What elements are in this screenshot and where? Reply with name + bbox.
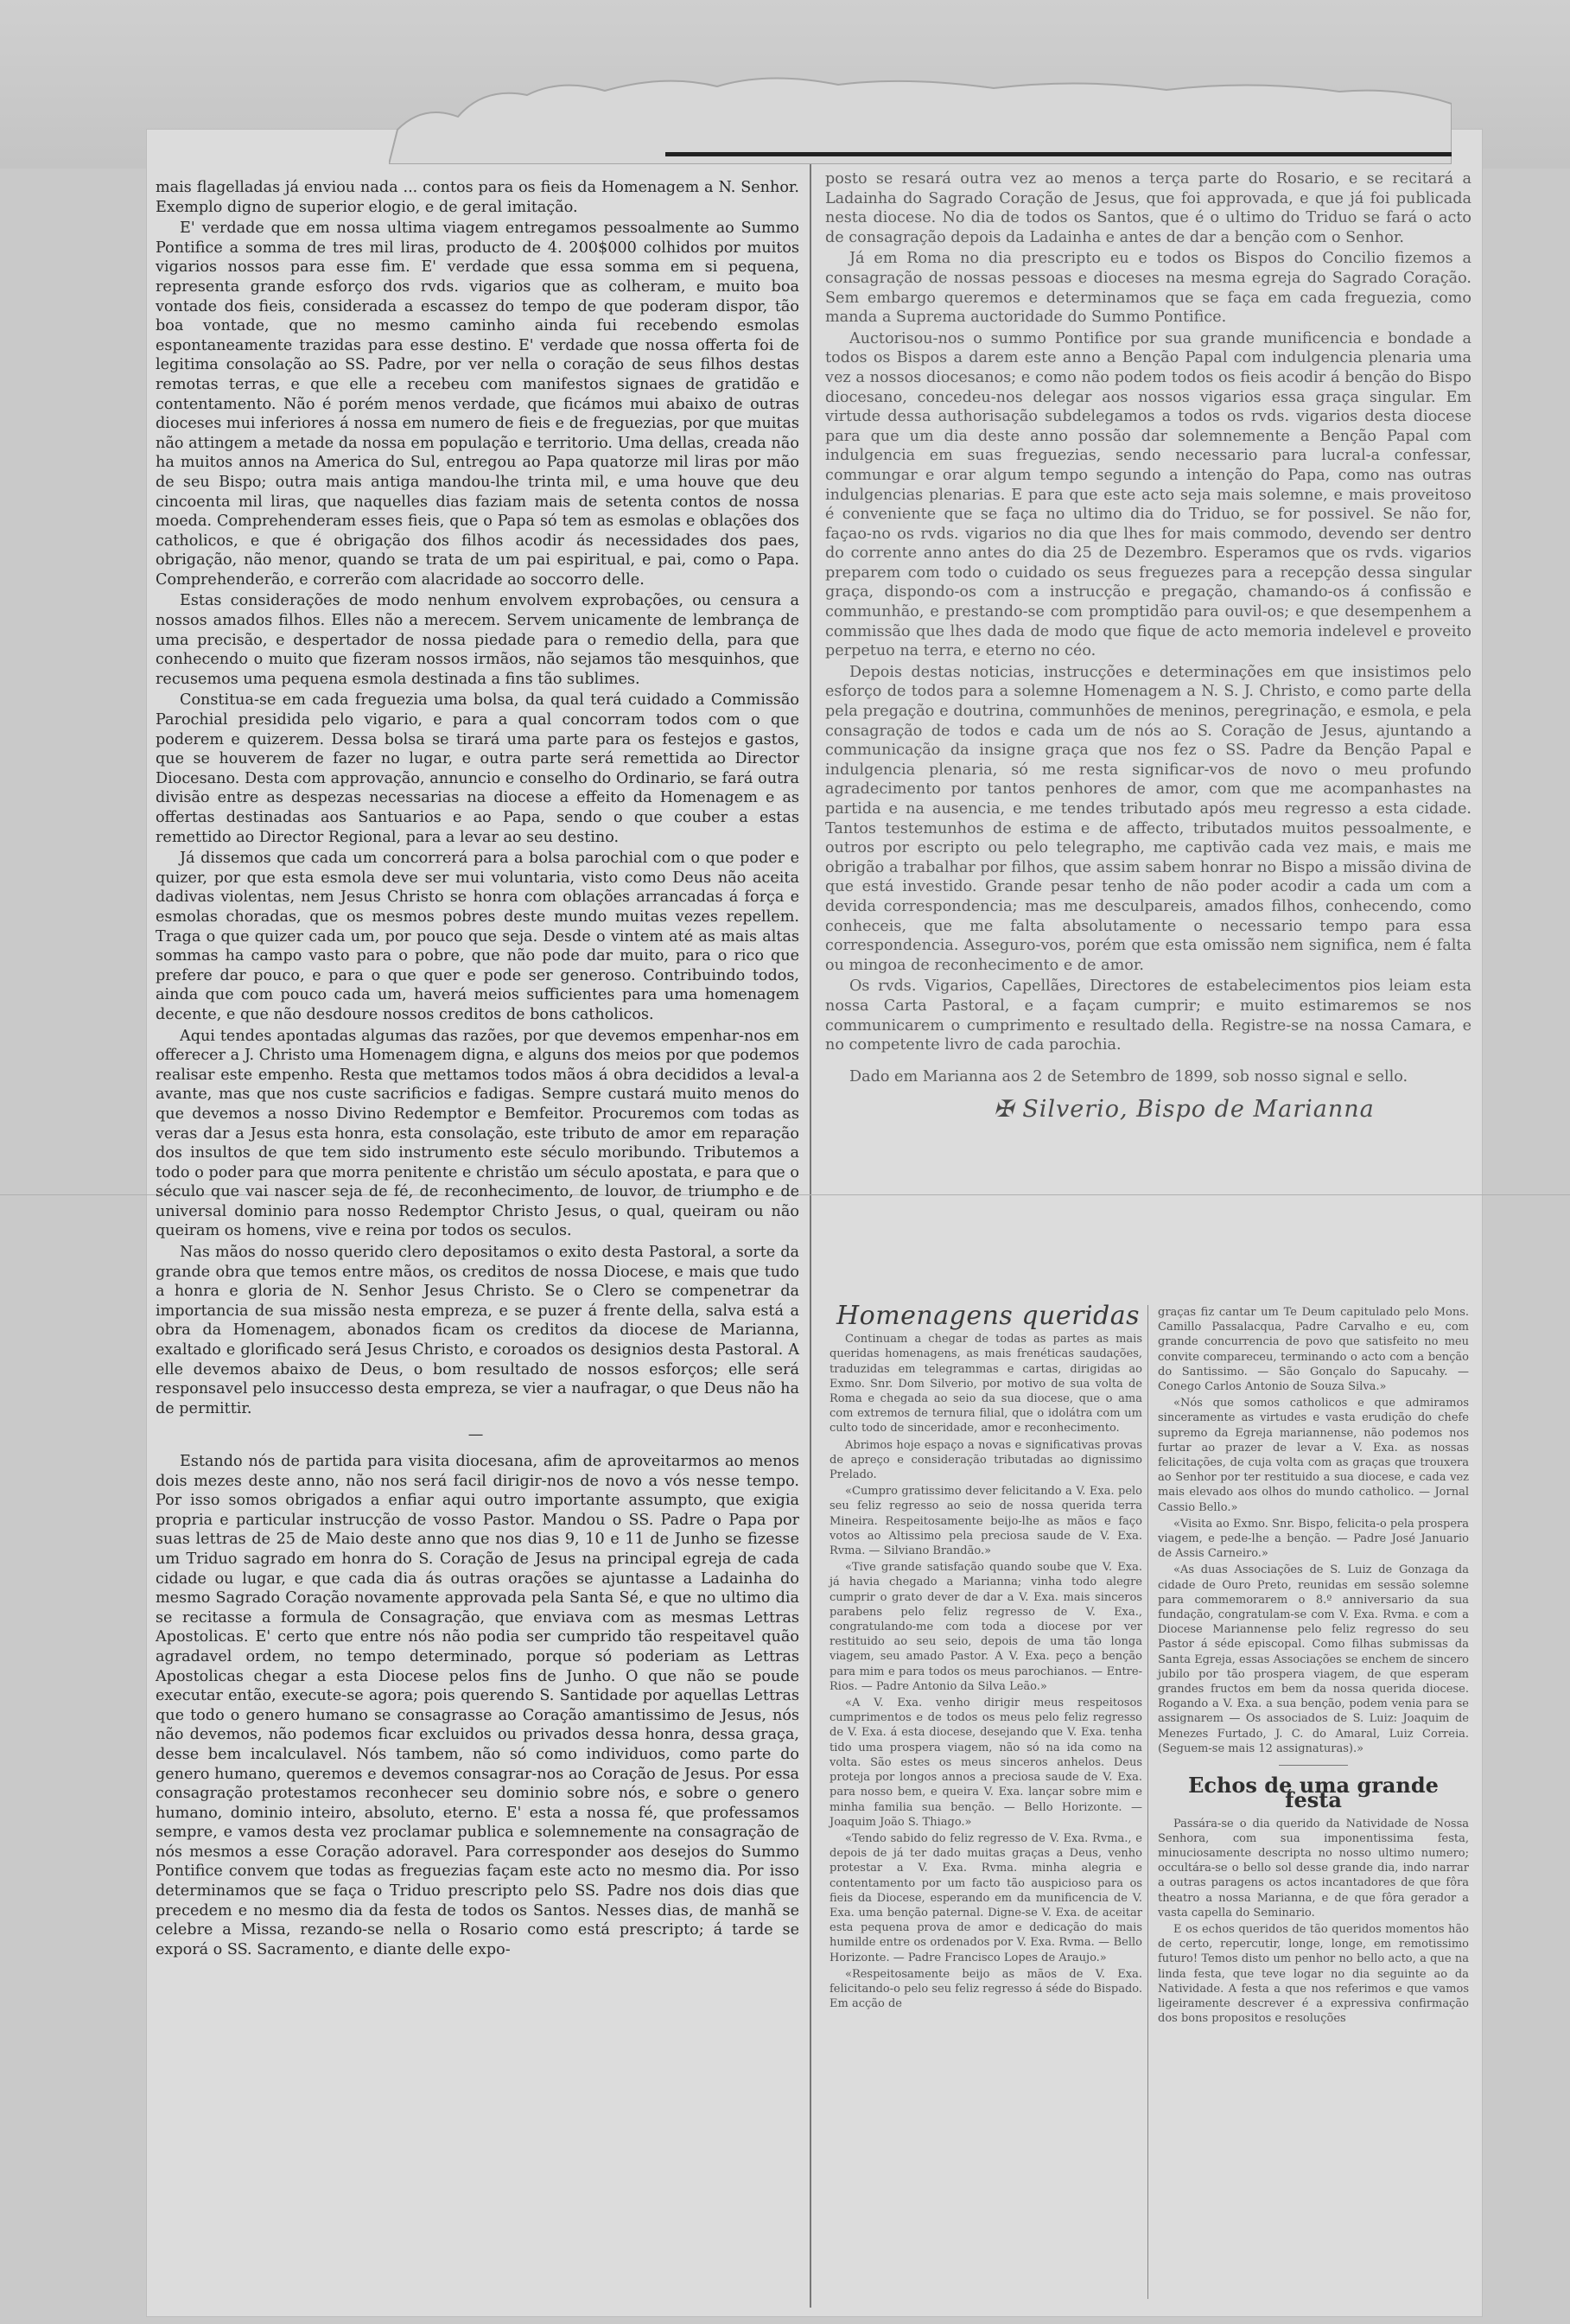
- paragraph: Os rvds. Vigarios, Capellães, Directores de estabelecimentos pios leiam esta nossa Carta Pastoral, e a façam cumprir; e muito estimaremos se nos communicarem o cumprimento e resultado della. Registre-se na nossa Camara, e no competente livro de cada parochia.: [825, 977, 1471, 1054]
- paragraph: Passára-se o dia querido da Natividade de Nossa Senhora, com sua imponentissima festa, minuciosamente descripta no nosso ultimo numero; occultára-se o bello sol desse grande dia, indo narrar a outras paragens os actos incantadores de que fôra theatro a nossa Marianna, e de que fôra gerador a vasta capella do Seminario.: [1158, 1817, 1469, 1920]
- homenagens-title: Homenagens queridas: [836, 1301, 1141, 1331]
- dated-closing: Dado em Marianna aos 2 de Setembro de 1899, sob nosso signal e sello.: [849, 1067, 1408, 1086]
- homenagens-continued-column: [1158, 1305, 1469, 2028]
- header-rule: [665, 152, 1452, 156]
- paragraph: Depois destas noticias, instrucções e determinações em que insistimos pelo esforço de todos para a solemne Homenagem a N. S. J. Christo, e como parte della pela pregação e doutrina, communhões de meninos, peregrinação, e esmola, e pela consagração de todos e cada um de nós ao S. Coração de Jesus, ajuntando a communicação da insigne graça que nos fez o SS. Padre da Benção Papal e indulgencia plenaria, só me resta significar-vos de novo o meu profundo agradecimento por tantos penhores de amor, com que me acompanhastes na partida e na ausencia, e me tendes tributado após meu regresso a esta cidade. Tantos testemunhos de estima e de affecto, tributados muitos pessoalmente, e outros por escripto ou pelo telegrapho, me captivão cada vez mais, e mais me obrigão a trabalhar por filhos, que assim sabem honrar no Bispo a missão divina de que está investido. Grande pesar tenho de não poder acodir a cada um com a devida correspondencia; mas me desculpareis, amados filhos, conhecendo, como conheceis, que me falta absolutamente o necessario tempo para essa correspondencia. Asseguro-vos, porém que esta omissão nem significa, nem é falta ou mingoa de reconhecimento e de amor.: [825, 663, 1471, 974]
- echos-title: Echos de uma grande festa: [1188, 1773, 1439, 1813]
- paragraph: «Tive grande satisfação quando soube que V. Exa. já havia chegado a Marianna; vinha todo alegre cumprir o grato dever de dar a V. Exa. mais sinceros parabens pelo feliz regresso de V. Exa., congratulando-me com toda a diocese por ver restituido ao seu seio, depois de uma tão longa viagem, seu amado Pastor. A V. Exa. peço a benção para mim e para todos os meus parochianos. — Entre-Rios. — Padre Antonio da Silva Leão.»: [829, 1561, 1142, 1693]
- paragraph: Nas mãos do nosso querido clero depositamos o exito desta Pastoral, a sorte da grande obra que temos entre mãos, os creditos de nossa Diocese, e mais que tudo a honra e gloria de N. Senhor Jesus Christo. Se o Clero se compenetrar da importancia de sua missão nesta empreza, e se puzer á frente della, salva está a obra da Homenagem, abonados ficam os creditos da diocese de Marianna, exaltado e glorificado será Jesus Christo, e coroados os designios desta Pastoral. A elle devemos abaixo de Deus, o bom resultado de nossos esforços; elle será responsavel pelo insuccesso desta empreza, se vier a naufragar, o que Deus não ha de permittir.: [156, 1244, 799, 1417]
- separator: —: [467, 1426, 487, 1444]
- paragraph: «Cumpro gratissimo dever felicitando a V. Exa. pelo seu feliz regresso ao seio de nossa querida terra Mineira. Respeitosamente beijo-lhe as mãos e faço votos ao Altissimo pela preciosa saude de V. Exa. Rvma. — Silviano Brandão.»: [829, 1485, 1142, 1558]
- paragraph: «Visita ao Exmo. Snr. Bispo, felicita-o pela prospera viagem, e pede-lhe a benção. — Padre José Januario de Assis Carneiro.»: [1158, 1517, 1469, 1561]
- paragraph: «As duas Associações de S. Luiz de Gonzaga da cidade de Ouro Preto, reunidas em sessão solemne para commemorarem o 8.º anniversario da sua fundação, congratulam-se com V. Exa. Rvma. e com a Diocese Mariannense pelo feliz regresso do seu Pastor á séde episcopal. Como filhas submissas da Santa Egreja, essas Associações se enchem de sincero jubilo por tão prospera viagem, de que esperam grandes fructos em bem da nossa querida diocese. Rogando a V. Exa. a sua benção, podem venia para se assignarem — Os associados de S. Luiz: Joaquim de Menezes Furtado, J. C. do Amaral, Luiz Correia. (Seguem-se mais 12 assignaturas).»: [1158, 1563, 1469, 1755]
- paragraph: Aqui tendes apontadas algumas das razões, por que devemos empenhar-nos em offerecer a J. Christo uma Homenagem digna, e alguns dos meios por que podemos realisar este empenho. Resta que mettamos todos mãos á obra decididos a leval-a avante, mas que nos custe sacrificios e fadigas. Sempre custará muito menos do que devemos a nosso Divino Redemptor e Bemfeitor. Procuremos com todas as veras dar a Jesus esta honra, esta consolação, este tributo de amor em reparação dos insultos de que tem sido instrumento este século moribundo. Tributemos a todo o poder para que morra penitente e christão um século apostata, e para que o século que vai nascer seja de fé, de reconhecimento, de louvor, de triumpho e de universal dominio para nosso Redemptor Christo Jesus, o qual, queiram ou não queiram os homens, vive e reina por todos os seculos.: [156, 1027, 799, 1240]
- section-divider: [1279, 1765, 1348, 1766]
- paragraph: Continuam a chegar de todas as partes as mais queridas homenagens, as mais frenéticas saudações, traduzidas em telegrammas e cartas, dirigidas ao Exmo. Snr. Dom Silverio, por motivo de sua volta de Roma e chegada ao seio da sua diocese, que o ama com extremos de ternura filial, que o idolátra com um culto todo de sinceridade, amor e reconhecimento.: [829, 1333, 1142, 1436]
- paragraph: «A V. Exa. venho dirigir meus respeitosos cumprimentos e de todos os meus pelo feliz regresso de V. Exa. á esta diocese, desejando que V. Exa. tenha tido uma prospera viagem, não só na ida como na volta. São estes os meus sinceros anhelos. Deus proteja por longos annos a preciosa saude de V. Exa. para nosso bem, e queira V. Exa. lançar sobre mim e minha familia sua benção. — Bello Horizonte. — Joaquim João S. Thiago.»: [829, 1697, 1142, 1829]
- paragraph: «Nós que somos catholicos e que admiramos sinceramente as virtudes e vasta erudição do chefe supremo da Egreja mariannense, não podemos nos furtar ao prazer de levar a V. Exa. as nossas felicitações, de cuja volta com as graças que trouxera ao Senhor por ter restituido a sua diocese, e cada vez mais elevado aos olhos do mundo catholico. — Jornal Cassio Bello.»: [1158, 1397, 1469, 1514]
- paragraph: Estas considerações de modo nenhum envolvem exprobações, ou censura a nossos amados filhos. Elles não a merecem. Servem unicamente de lembrança de uma precisão, e despertador de nossa piedade para o remedio della, para que conhecendo o muito que fizeram nossos irmãos, não sejamos tão mesquinhos, que recusemos uma pequena esmola destinada a fins tão sublimes.: [156, 592, 799, 688]
- pastoral-right-column: [825, 169, 1471, 1136]
- paragraph: posto se resará outra vez ao menos a terça parte do Rosario, e se recitará a Ladainha do Sagrado Coração de Jesus, que foi approvada, e que já foi publicada nesta diocese. No dia de todos os Santos, que é o ultimo do Triduo se fará o acto de consagração depois da Ladainha e antes de dar a benção com o Senhor.: [825, 170, 1471, 246]
- paragraph: Estando nós de partida para visita diocesana, afim de aproveitarmos ao menos dois mezes deste anno, não nos será facil dirigir-nos de novo a vós nesse tempo. Por isso somos obrigados a enfiar aqui outro importante assumpto, que exigia propria e particular instrucção de vosso Pastor. Mandou o SS. Padre o Papa por suas lettras de 25 de Maio deste anno que nos dias 9, 10 e 11 de Junho se fizesse um Triduo sagrado em honra do S. Coração de Jesus na principal egreja de cada cidade ou lugar, e que cada dia ás outras orações se ajuntasse a Ladainha do mesmo Sagrado Coração novamente approvada pela Santa Sé, e que no ultimo dia se recitasse a formula de Consagração, que enviava com as mesmas Lettras Apostolicas. E' certo que entre nós não podia ser cumprido tão respeitavel quão agradavel ordem, no tempo determinado, porque só poderiam as Lettras Apostolicas chegar a esta Diocese pelos fins de Junho. O que não se poude executar então, execute-se agora; pois querendo S. Santidade por aquellas Lettras que todo o genero humano se consagrasse ao Coração amantissimo de Jesus, nós não devemos, não podemos ficar excluidos ou privados dessa honra, dessa graça, desse bem incalculavel. Nós tambem, não só como individuos, como parte do genero humano, queremos e devemos consagrar-nos ao Coração de Jesus. Por essa consagração protestamos reconhecer seu dominio sobre nós, e sobre o genero humano, dominio inteiro, absoluto, eterno. E' esta a nossa fé, que professamos sempre, e vamos desta vez proclamar publica e solemnemente na consagração de nós mesmos a esse Coração adoravel. Para corresponder aos desejos do Summo Pontifice convem que todas as freguezias façam este acto no mesmo dia. Por isso determinamos que se faça o Triduo prescripto pelo SS. Padre nos dois dias que precedem e no mesmo dia da festa de todos os Santos. Nesses dias, de manhã se celebre a Missa, rezando-se nella o Rosario como está prescripto; á tarde se exporá o SS. Sacramento, e diante delle expo-: [156, 1453, 799, 1958]
- paragraph: Já dissemos que cada um concorrerá para a bolsa parochial com o que poder e quizer, por que esta esmola deve ser mui voluntaria, visto como Deus não aceita dadivas violentas, nem Jesus Christo se honra com oblações arrancadas á força e esmolas choradas, que os mesmos pobres deste mundo muitas vezes repellem. Traga o que quizer cada um, por pouco que seja. Desde o vintem até as mais altas sommas ha campo vasto para o pobre, que não pode dar muito, para o rico que prefere dar pouco, e para o que quer e pode ser generoso. Contribuindo todos, ainda que com pouco cada um, haverá meios sufficientes para uma homenagem decente, e que não desdoure nossos creditos de bons catholicos.: [156, 850, 799, 1023]
- paragraph: graças fiz cantar um Te Deum capitulado pelo Mons. Camillo Passalacqua, Padre Carvalho e eu, com grande concurrencia de povo que satisfeito no meu convite compareceu, terminando o acto com a benção do Santissimo. — São Gonçalo do Sapucahy. — Conego Carlos Antonio de Souza Silva.»: [1158, 1306, 1469, 1394]
- paragraph: «Tendo sabido do feliz regresso de V. Exa. Rvma., e depois de já ter dado muitas graças a Deus, venho protestar a V. Exa. Rvma. minha alegria e contentamento por um facto tão auspicioso para os fieis da Diocese, esperando em da munificencia de V. Exa. uma benção paternal. Digne-se V. Exa. de aceitar esta pequena prova de amor e dedicação do mais humilde entre os ordenados por V. Exa. Rvma. — Bello Horizonte. — Padre Francisco Lopes de Araujo.»: [829, 1831, 1142, 1964]
- paragraph: Constitua-se em cada freguezia uma bolsa, da qual terá cuidado a Commissão Parochial presidida pelo vigario, e para a qual concorram todos com o que poderem e quizerem. Dessa bolsa se tirará uma parte para os festejos e gastos, que se houverem de fazer no lugar, e outra parte será remettida ao Director Diocesano. Desta com approvação, annuncio e conselho do Ordinario, se fará outra divisão entre as despezas necessarias na diocese a effeito da Homenagem e as offertas destinadas aos Santuarios e ao Papa, sendo o que couber a estas remettido ao Director Regional, para a levar ao seu destino.: [156, 691, 799, 846]
- paragraph: Abrimos hoje espaço a novas e significativas provas de apreço e consideração tributadas ao dignissimo Prelado.: [829, 1438, 1142, 1482]
- subcolumn-divider: [1147, 1305, 1148, 2299]
- bishop-signature: ✠ Silverio, Bispo de Marianna: [994, 1096, 1375, 1124]
- lower-right-section: [825, 1301, 1473, 2299]
- paragraph: Auctorisou-nos o summo Pontifice por sua grande munificencia e bondade a todos os Bispos a darem este anno a Benção Papal com indulgencia plenaria uma vez a nossos diocesanos; e como não podem todos os fieis acodir á benção do Bispo diocesano, concedeu-nos delegar aos nossos vigarios essa graça singular. Em virtude dessa authorisação subdelegamos a todos os rvds. vigarios desta diocese para que um dia deste anno possão dar solemnemente a Benção Papal com indulgencia em suas freguezias, sendo necessario para lucral-a confessar, commungar e orar algum tempo segundo a intenção do Papa, como nas outras indulgencias plenarias. E para que este acto seja mais solemne, e mais proveitoso é conveniente que se faça no ultimo dia do Triduo, se for possivel. Se não for, façao-no os rvds. vigarios no dia que lhes for mais commodo, devendo ser dentro do corrente anno antes do dia 25 de Dezembro. Esperamos que os rvds. vigarios preparem com todo o cuidado os seus freguezes para a recepção dessa singular graça, dispondo-os com a instrucção e pregação, chamando-os á confissão e communhão, e prestando-se com promptidão para ouvil-os; e que desempenhem a commissão que lhes dada de modo que fique de acto memoria indelevel e proveito perpetuo na terra, e eterno no céo.: [825, 329, 1471, 660]
- pastoral-left-column: [156, 178, 799, 1961]
- torn-paper-edge: [389, 69, 1452, 164]
- paragraph: mais flagelladas já enviou nada ... contos para os fieis da Homenagem a N. Senhor. Exemplo digno de superior elogio, e de geral imitação.: [156, 179, 799, 216]
- paragraph: E' verdade que em nossa ultima viagem entregamos pessoalmente ao Summo Pontifice a somma de tres mil liras, producto de 4. 200$000 colhidos por muitos vigarios nossos para esse fim. E' verdade que essa somma em si pequena, representa grande esforço dos rvds. vigarios que as colheram, e muito boa vontade dos fieis, considerada a escassez do tempo de que poderam dispor, tão boa vontade, que no mesmo caminho ainda fui recebendo esmolas espontaneamente trazidas para esse destino. E' verdade que nossa offerta foi de legitima consolação ao SS. Padre, por ver nella o coração de seus filhos destas remotas terras, e que elle a recebeu com manifestos signaes de gratidão e contentamento. Não é porém menos verdade, que ficámos mui abaixo de outras dioceses mui inferiores á nossa em numero de fieis e de freguezias, por que muitas não attingem a metade da nossa em população e territorio. Uma dellas, creada não ha muitos annos na America do Sul, entregou ao Papa quatorze mil liras por mão de seu Bispo; outra mais antiga mandou-lhe trinta mil, e uma houve que deu cincoenta mil liras, que naquelles dias faziam mais de setenta contos de nossa moeda. Comprehenderam esses fieis, que o Papa só tem as esmolas e oblações dos catholicos, e que é obrigação dos filhos acodir ás necessidades dos paes, obrigação, não menor, quando se trata de um pai espiritual, e pai, como o Papa. Comprehenderão, e correrão com alacridade ao soccorro delle.: [156, 220, 799, 589]
- column-divider: [810, 164, 811, 2308]
- paragraph: E os echos queridos de tão queridos momentos hão de certo, repercutir, longe, longe, em remotissimo futuro! Temos disto um penhor no bello acto, a que na linda festa, que teve logar no dia seguinte ao da Natividade. A festa a que nos referimos e que vamos ligeiramente descrever é a expressiva confirmação dos bons propositos e resoluções: [1158, 1922, 1469, 2026]
- homenagens-column: [829, 1301, 1142, 2013]
- paragraph: «Respeitosamente beijo as mãos de V. Exa. felicitando-o pelo seu feliz regresso á séde do Bispado. Em acção de: [829, 1967, 1142, 2011]
- paragraph: Já em Roma no dia prescripto eu e todos os Bispos do Concilio fizemos a consagração de nossas pessoas e dioceses na mesma egreja do Sagrado Coração. Sem embargo queremos e determinamos que se faça em cada freguezia, como manda a Suprema auctoridade do Summo Pontifice.: [825, 250, 1471, 327]
